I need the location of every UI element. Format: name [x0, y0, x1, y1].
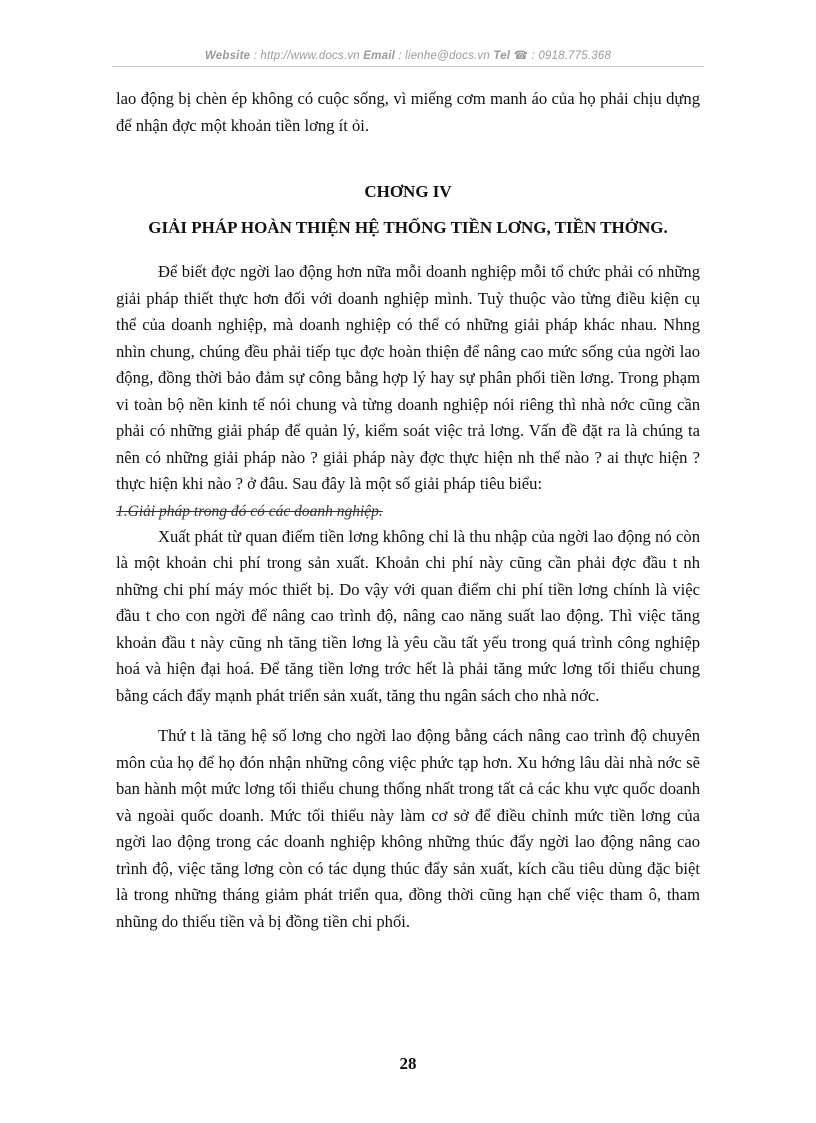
- website-label: Website: [204, 50, 251, 62]
- page-number: 28: [399, 1054, 417, 1073]
- chapter-title: GIẢI PHÁP HOÀN THIỆN HỆ THỐNG TIỀN LƠNG, TIỀN THỞNG.: [148, 218, 668, 237]
- page-header: [0, 48, 816, 62]
- phone-icon: ☎: [513, 50, 529, 62]
- paragraph-1: Để biết đợc ngời lao động hơn nữa mỗi doanh nghiệp mỗi tổ chức phải có những giải pháp thiết thực hơn đối với doanh nghiệp mình. Tuỳ thuộc vào từng điều kiện cụ thể của doanh nghiệp, mà doanh nghiệp có thể có những giải pháp khác nhau. Nhng nhìn chung, chúng đều phải tiếp tục đợc hoàn thiện để nâng cao mức sống của ngời lao động, đồng thời bảo đảm sự công bằng hợp lý hay sự phân phối tiền lơng. Trong phạm vi toàn bộ nền kinh tế nói chung và từng doanh nghiệp nói riêng thì nhà nớc cũng cần phải có những giải pháp để quản lý, kiểm soát việc trả lơng. Vấn đề đặt ra là chúng ta nên có những giải pháp nào ? giải pháp này đợc thực hiện nh thế nào ? ai thực hiện ? thực hiện khi nào ? ở đâu. Sau đây là một số giải pháp tiêu biểu:: [116, 262, 700, 493]
- tel-value: : 0918.775.368: [531, 50, 612, 62]
- page-content: [116, 86, 700, 935]
- paragraph-2: Xuất phát từ quan điểm tiền lơng không chỉ là thu nhập của ngời lao động nó còn là một khoản chi phí trong sản xuất. Khoản chi phí này cũng cần phải đợc đầu t nh những chi phí máy móc thiết bị. Do vậy với quan điểm chi phí tiền lơng chính là việc đầu t cho con ngời để nâng cao trình độ, nâng cao năng suất lao động. Thì việc tăng khoản đầu t này cũng nh tăng tiền lơng là yêu cầu tất yếu trong quá trình công nghiệp hoá và hiện đại hoá. Để tăng tiền lơng trớc hết là phải tăng mức lơng tối thiểu chung bằng cách đẩy mạnh phát triển sản xuất, tăng thu ngân sách cho nhà nớc.: [116, 526, 700, 705]
- website-value: : http://www.docs.vn: [253, 50, 360, 62]
- header-rule: [112, 66, 704, 67]
- paragraph-3: Thứ t là tăng hệ số lơng cho ngời lao động bằng cách nâng cao trình độ chuyên môn của họ để họ đón nhận những công việc phức tạp hơn. Xu hớng lâu dài nhà nớc sẽ ban hành một mức lơng tối thiểu chung thống nhất trong tất cả các khu vực quốc doanh và ngoài quốc doanh. Mức tối thiểu này làm cơ sở để điều chỉnh mức tiền lơng của ngời lao động trong các doanh nghiệp không những thúc đẩy ngời lao động nâng cao trình độ, việc tăng lơng còn có tác dụng thúc đẩy sản xuất, kích cầu tiêu dùng đặc biệt là trong những tháng giảm phát triển qua, đồng thời cũng hạn chế việc tham ô, tham nhũng do thiếu tiền và bị đồng tiền chi phối.: [116, 726, 700, 931]
- section-heading: 1.Giải pháp trong đó có các doanh nghiệp.: [116, 502, 383, 520]
- email-label: Email: [363, 50, 395, 62]
- email-value: : lienhe@docs.vn: [398, 50, 490, 62]
- intro-paragraph: lao động bị chèn ép không có cuộc sống, vì miếng cơm manh áo của họ phải chịu dựng để nhận đợc một khoản tiền lơng ít ỏi.: [116, 89, 700, 135]
- tel-label: Tel: [493, 50, 511, 62]
- chapter-heading: CHƠNG IV: [364, 182, 452, 201]
